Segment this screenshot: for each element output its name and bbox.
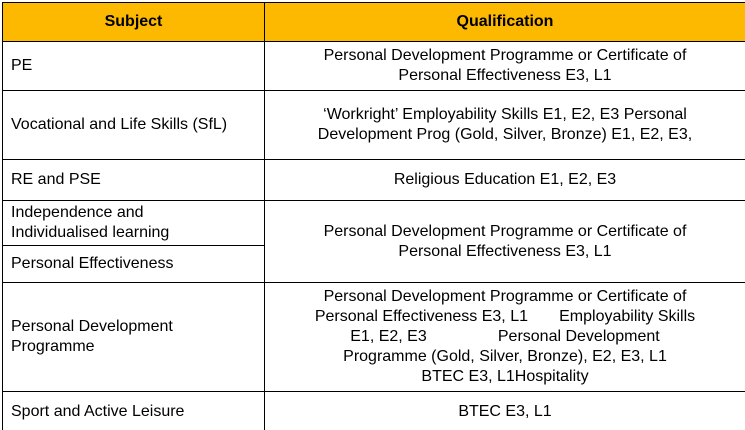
qualification-line: Programme (Gold, Silver, Bronze), E2, E3, L1 bbox=[343, 348, 667, 365]
qualification-cell bbox=[265, 392, 745, 430]
subject-line: Independence and bbox=[11, 204, 144, 221]
qualification-line: Personal Effectiveness E3, L1 bbox=[398, 67, 612, 84]
qualification-line: Personal Development Programme or Certificate of bbox=[323, 288, 687, 305]
subject-cell: Vocational and Life Skills (SfL) bbox=[3, 91, 265, 160]
subject-cell bbox=[3, 283, 265, 392]
qualification-line: E1, E2, E3 Personal Development bbox=[350, 328, 660, 345]
qualification-cell bbox=[265, 160, 745, 201]
qualification-cell bbox=[265, 283, 745, 392]
subject-line: Personal Development bbox=[11, 318, 173, 335]
table-row bbox=[3, 201, 745, 246]
table-row bbox=[3, 283, 745, 392]
qualification-line: Religious Education E1, E2, E3 bbox=[393, 171, 617, 188]
subject-cell: PE bbox=[3, 42, 265, 91]
subject-cell bbox=[3, 201, 265, 246]
qualifications-table bbox=[2, 2, 745, 430]
qualification-line: Development Prog (Gold, Silver, Bronze) E1, E2, E3, bbox=[317, 126, 693, 143]
qualification-line: BTEC E3, L1 bbox=[458, 403, 552, 420]
subject-cell: RE and PSE bbox=[3, 160, 265, 201]
table-row bbox=[3, 160, 745, 201]
qualification-cell bbox=[265, 42, 745, 91]
subject-cell: Sport and Active Leisure bbox=[3, 392, 265, 430]
table-row bbox=[3, 392, 745, 430]
subject-cell: Personal Effectiveness bbox=[3, 246, 265, 283]
qualification-line: ‘Workright’ Employability Skills E1, E2, E3 Personal bbox=[323, 106, 687, 123]
qualification-line: Personal Effectiveness E3, L1 Employability Skills bbox=[314, 308, 696, 325]
subject-line: Individualised learning bbox=[11, 224, 170, 241]
qualification-cell bbox=[265, 91, 745, 160]
qualification-line: Personal Effectiveness E3, L1 bbox=[398, 242, 612, 260]
table-header-row bbox=[3, 3, 745, 42]
qualification-cell bbox=[265, 201, 745, 283]
subject-column-header: Subject bbox=[3, 3, 265, 42]
qualification-line: BTEC E3, L1Hospitality bbox=[421, 368, 589, 385]
qualification-line: Personal Development Programme or Certificate of bbox=[323, 47, 687, 64]
table-row bbox=[3, 42, 745, 91]
table-row bbox=[3, 91, 745, 160]
subject-line: Programme bbox=[11, 338, 95, 355]
qualification-column-header: Qualification bbox=[265, 3, 745, 42]
qualification-line: Personal Development Programme or Certificate of bbox=[323, 222, 687, 240]
